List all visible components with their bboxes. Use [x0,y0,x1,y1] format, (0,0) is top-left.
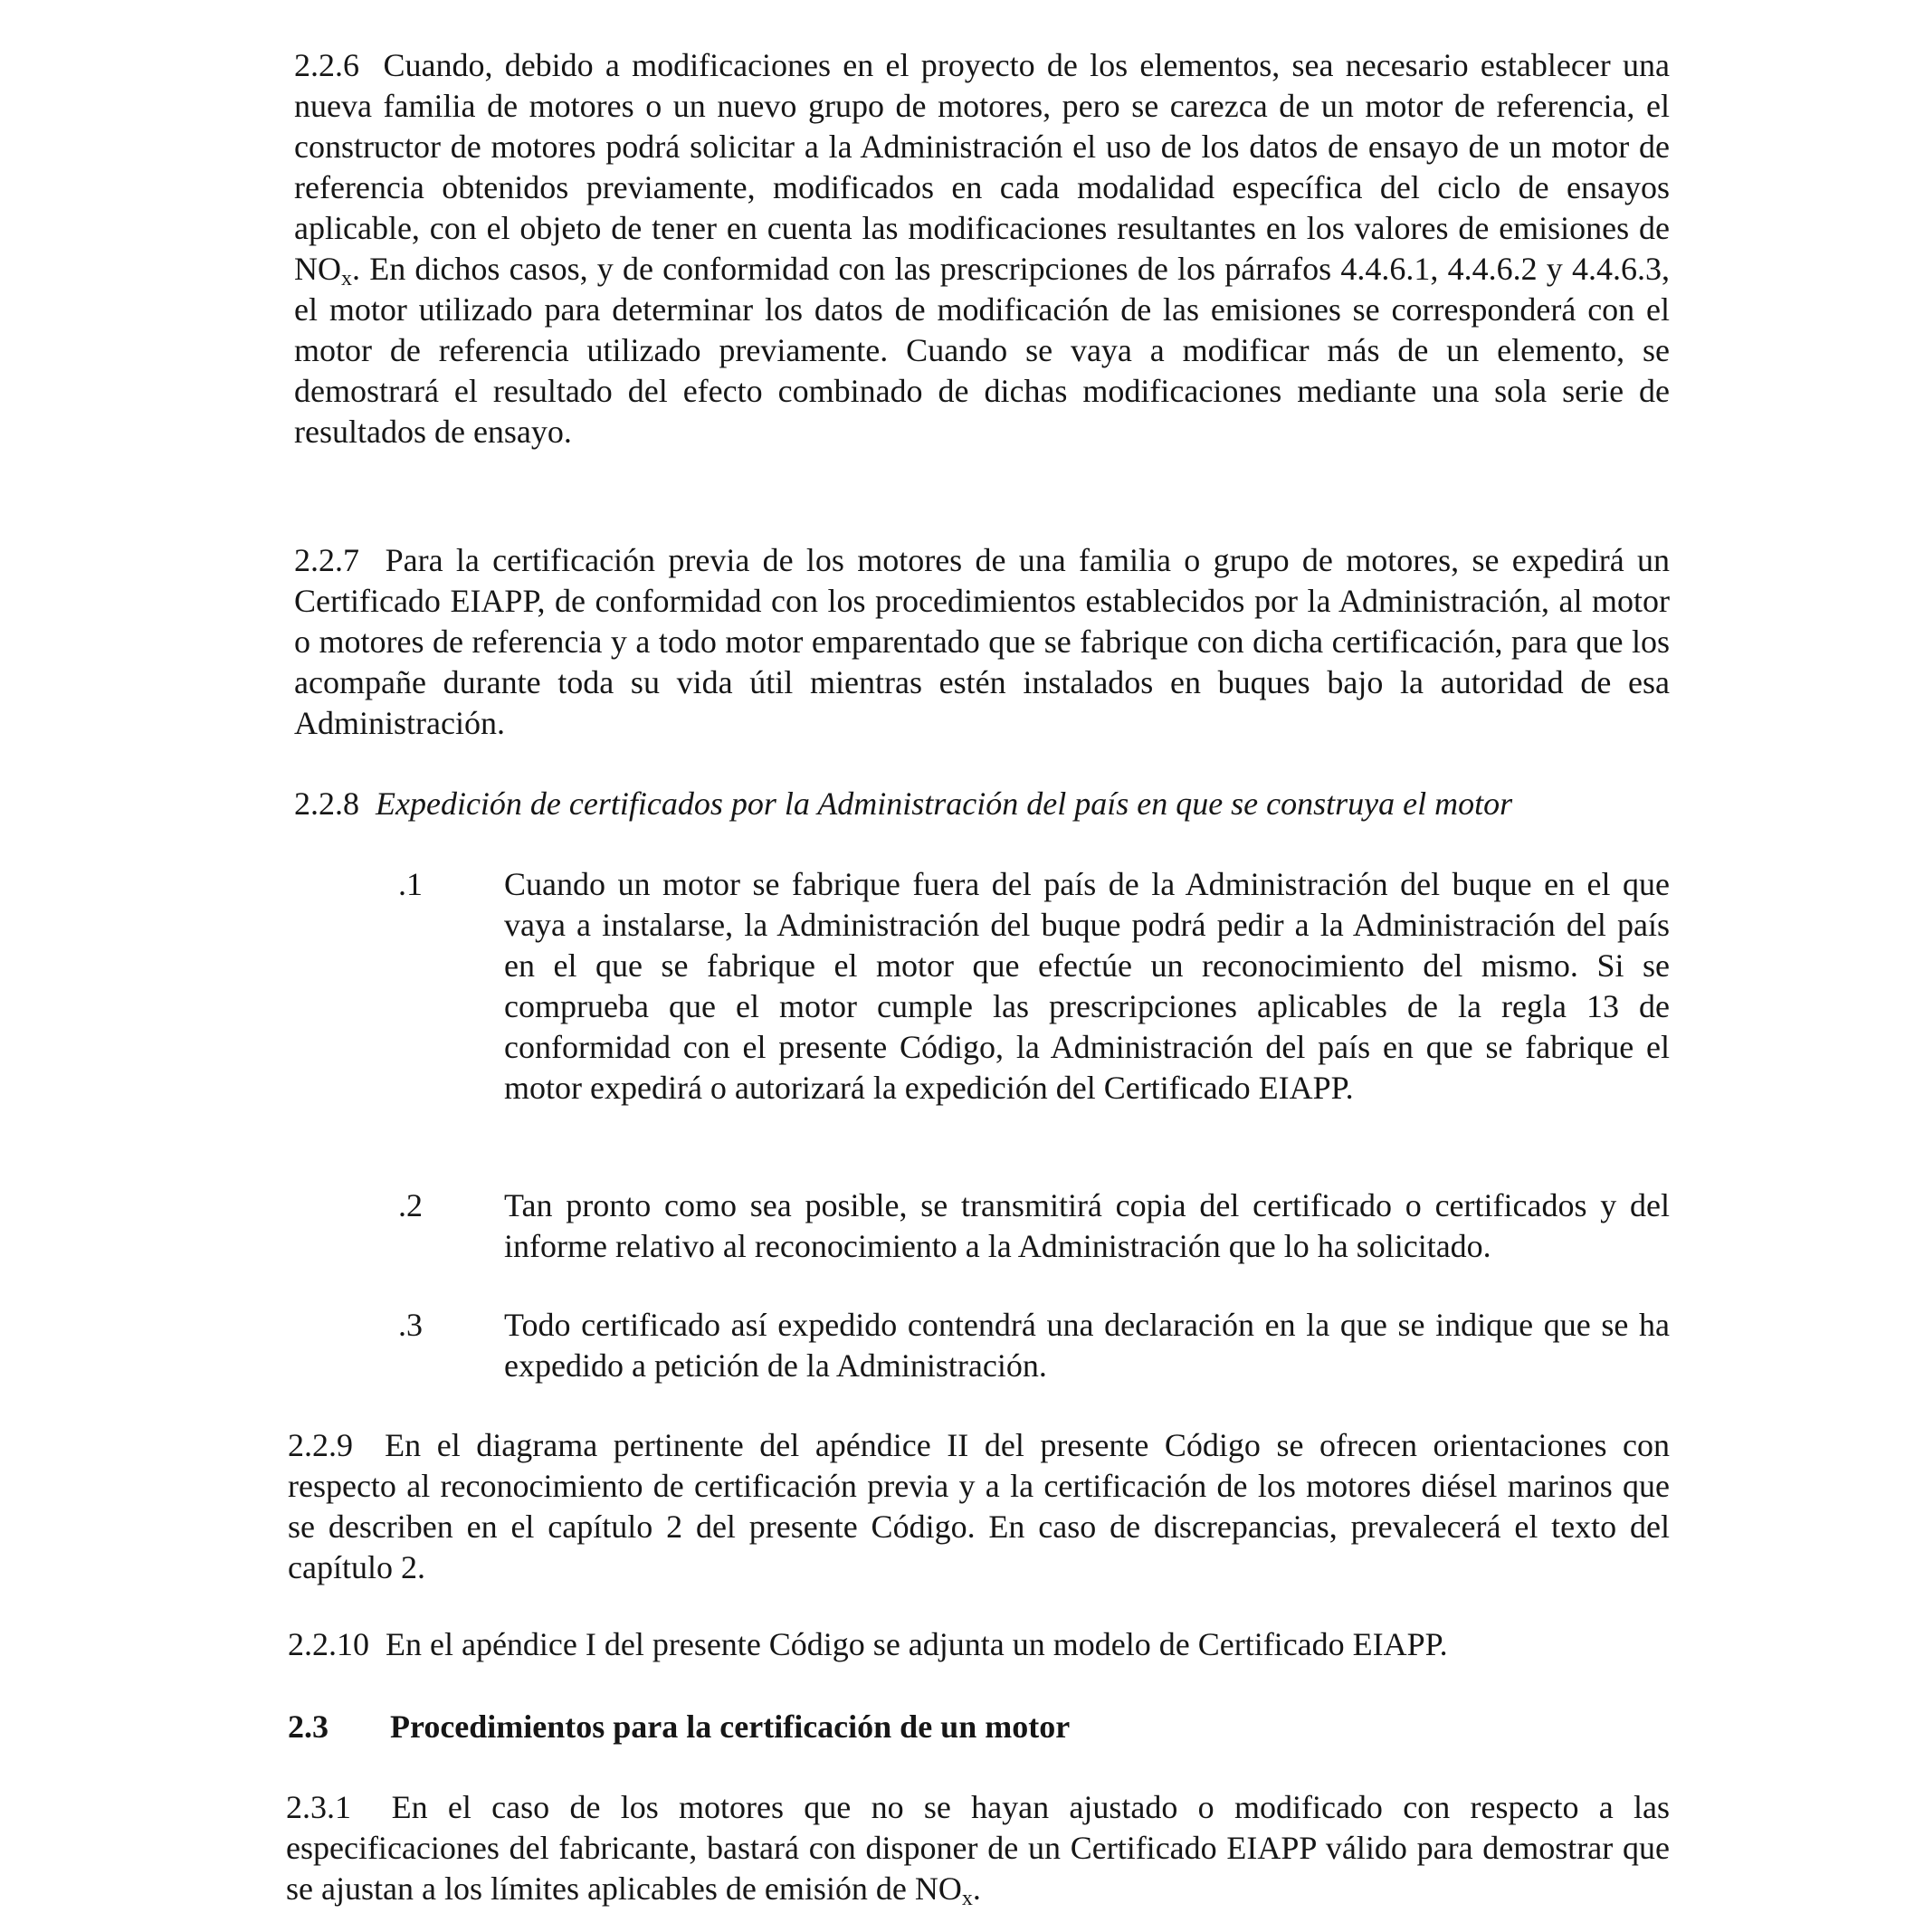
section-title: Procedimientos para la certificación de un motor [390,1708,1071,1745]
paragraph-text: Cuando, debido a modificaciones en el proyecto de los elementos, sea necesario establecer una nueva familia de motores o un nuevo grupo de motores, pero se carezca de un motor de referencia, el constructor de motores podrá solicitar a la Administración el uso de los datos de ensayo de un motor de referencia obtenidos previamente, modificados en cada modalidad específica del ciclo de ensayos aplicable, con el objeto de tener en cuenta las modificaciones resultantes en los valores de emisiones de NO [294,47,1670,287]
paragraph-2-2-10 [288,1624,1670,1665]
paragraph-number: 2.2.10 [288,1626,369,1662]
paragraph-number: 2.2.7 [294,542,359,578]
list-item-text: Tan pronto como sea posible, se transmitirá copia del certificado o certificados y del informe relativo al reconocimiento a la Administración que lo ha solicitado. [504,1187,1670,1264]
paragraph-text-cont: . [972,1870,981,1907]
paragraph-2-2-8-heading [294,784,1706,824]
paragraph-number: 2.3.1 [286,1789,351,1825]
subscript: x [341,267,352,290]
paragraph-number: 2.2.9 [288,1427,353,1463]
paragraph-number: 2.2.6 [294,47,359,83]
paragraph-text: En el caso de los motores que no se hayan ajustado o modificado con respecto a las especificaciones del fabricante, bastará con disponer de un Certificado EIAPP válido para demostrar que se ajustan a los límites aplicables de emisión de NO [286,1789,1671,1907]
list-item-text: Cuando un motor se fabrique fuera del país de la Administración del buque en el que vaya a instalarse, la Administración del buque podrá pedir a la Administración del país en el que se fabrique el motor que efectúe un reconocimiento del mismo. Si se comprueba que el motor cumple las prescripciones aplicables de la regla 13 de conformidad con el presente Código, la Administración del país en que se fabrique el motor expedirá o autorizará la expedición del Certificado EIAPP. [504,866,1670,1106]
list-item-text: Todo certificado así expedido contendrá una declaración en la que se indique que se ha expedido a petición de la Administración. [504,1307,1670,1384]
list-item-number: .3 [398,1307,423,1343]
paragraph-text-cont: . En dichos casos, y de conformidad con las prescripciones de los párrafos 4.4.6.1, 4.4.6.2 y 4.4.6.3, el motor utilizado para determinar los datos de modificación de las emisiones se corresponderá con el motor de referencia utilizado previamente. Cuando se vaya a modificar más de un elemento, se demostrará el resultado del efecto combinado de dichas modificaciones mediante una sola serie de resultados de ensayo. [294,251,1670,450]
section-italic-title: Expedición de certificados por la Administración del país en que se construya el motor [376,785,1513,822]
paragraph-2-2-6 [294,45,1670,452]
section-number: 2.3 [288,1708,329,1745]
paragraph-2-2-9 [288,1425,1670,1588]
paragraph-text: En el apéndice I del presente Código se adjunta un modelo de Certificado EIAPP. [386,1626,1448,1662]
subscript: x [961,1887,973,1910]
paragraph-number: 2.2.8 [294,785,359,822]
paragraph-text: En el diagrama pertinente del apéndice II del presente Código se ofrecen orientaciones con respecto al reconocimiento de certificación previa y a la certificación de los motores diésel marinos que se describen en el capítulo 2 del presente Código. En caso de discrepancias, prevalecerá el texto del capítulo 2. [288,1427,1671,1585]
paragraph-2-2-7 [294,540,1670,744]
section-heading-2-3 [288,1707,1645,1747]
paragraph-2-3-1 [286,1787,1670,1909]
list-item-number: .1 [398,866,423,902]
paragraph-text: Para la certificación previa de los motores de una familia o grupo de motores, se expedirá un Certificado EIAPP, de conformidad con los procedimientos establecidos por la Administración, al motor o motores de referencia y a todo motor emparentado que se fabrique con dicha certificación, para que los acompañe durante toda su vida útil mientras estén instalados en buques bajo la autoridad de esa Administración. [294,542,1670,741]
list-item-number: .2 [398,1187,423,1223]
